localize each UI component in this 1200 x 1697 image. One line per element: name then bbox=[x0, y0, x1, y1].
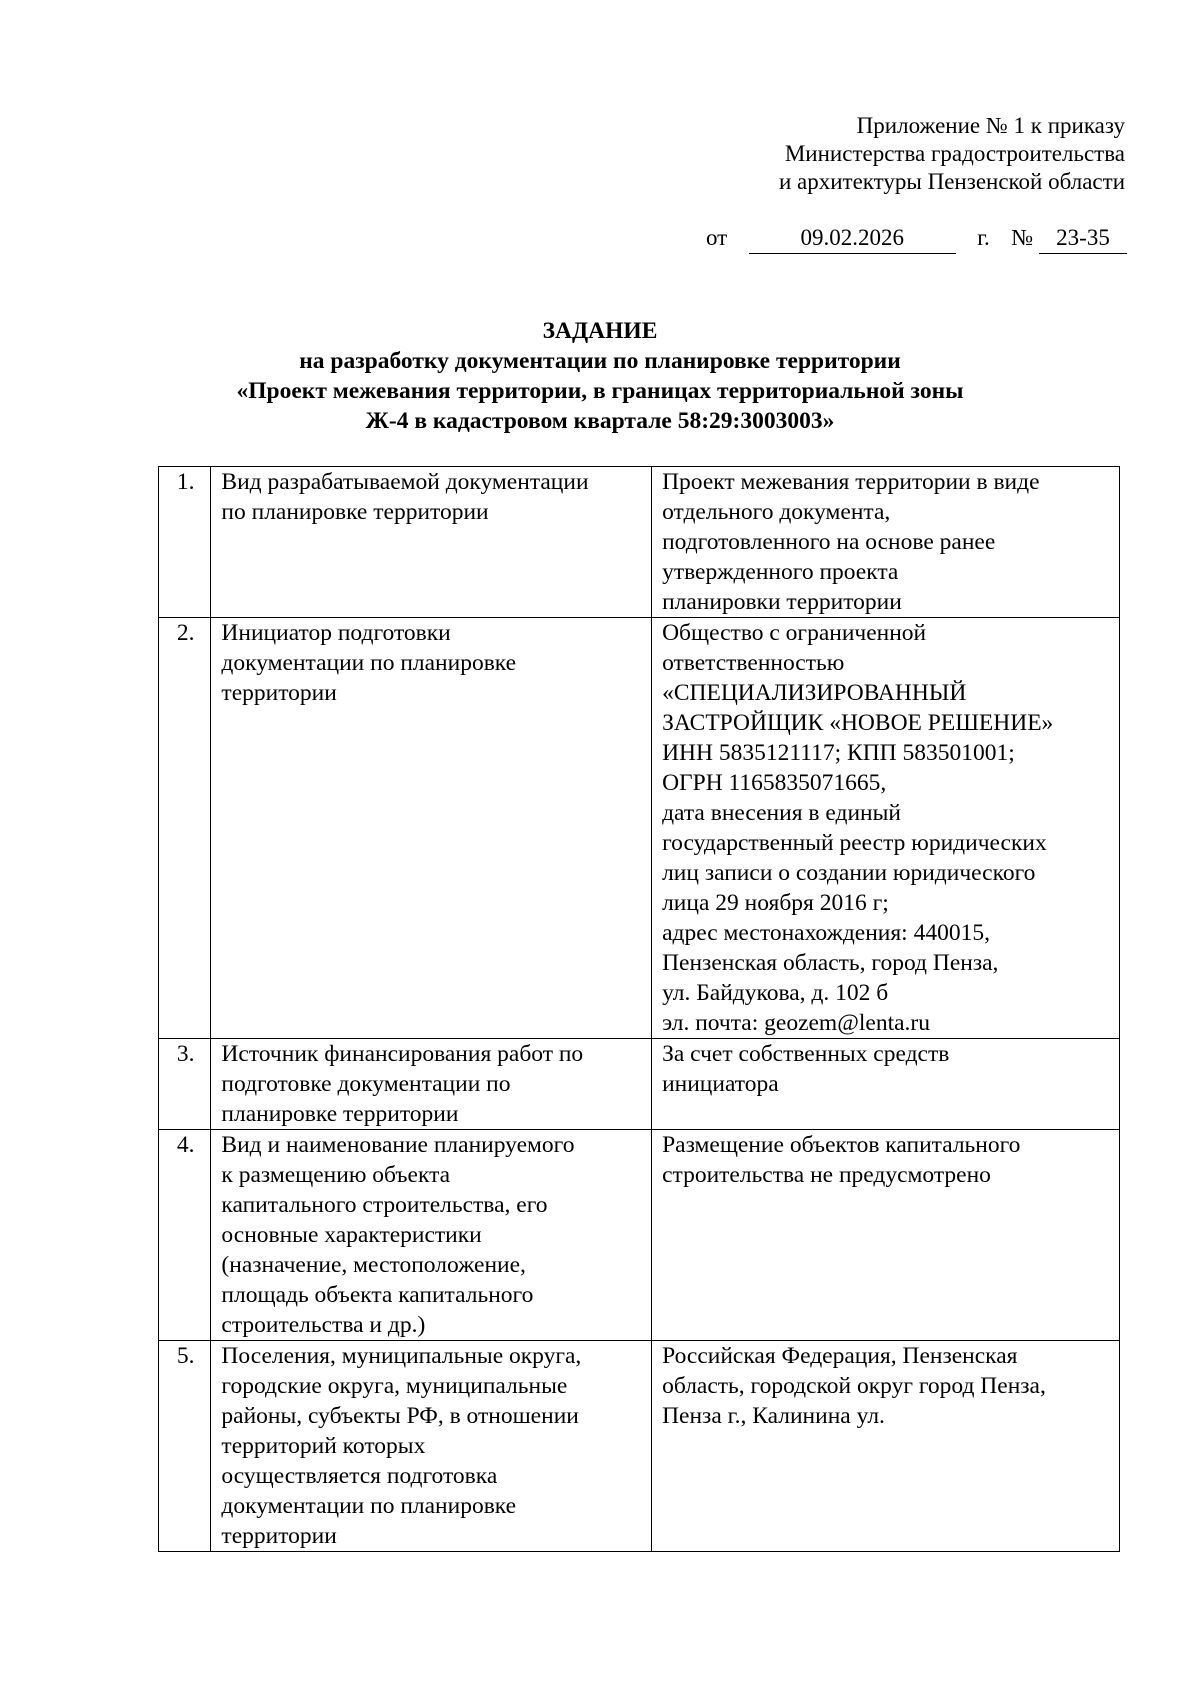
cell-line: капитального строительства, его bbox=[221, 1192, 548, 1218]
cell-line: За счет собственных средств bbox=[662, 1041, 950, 1067]
number-label: № bbox=[1011, 225, 1034, 250]
order-number: 23-35 bbox=[1039, 224, 1127, 254]
cell-line: ИНН 5835121117; КПП 583501001; bbox=[662, 740, 1015, 766]
cell-line: основные характеристики bbox=[221, 1222, 482, 1248]
title-line: Ж-4 в кадастровом квартале 58:29:3003003» bbox=[365, 408, 835, 434]
cell-line: документации по планировке bbox=[221, 650, 517, 676]
specification-table bbox=[158, 466, 1120, 1552]
cell-line: лица 29 ноября 2016 г; bbox=[662, 890, 889, 916]
cell-line: планировки территории bbox=[662, 589, 902, 615]
row-name bbox=[211, 1341, 652, 1552]
cell-line: Вид и наименование планируемого bbox=[221, 1132, 575, 1158]
appendix-line: и архитектуры Пензенской области bbox=[778, 169, 1125, 194]
row-name bbox=[211, 618, 652, 1039]
cell-line: ул. Байдукова, д. 102 б bbox=[662, 980, 889, 1006]
title-line: ЗАДАНИЕ bbox=[542, 318, 658, 344]
order-date: 09.02.2026 bbox=[749, 224, 956, 254]
cell-line: Поселения, муниципальные округа, bbox=[221, 1343, 582, 1369]
cell-line: дата внесения в единый bbox=[662, 800, 901, 826]
appendix-header bbox=[779, 112, 1125, 196]
cell-line: Размещение объектов капитального bbox=[662, 1132, 1021, 1158]
cell-line: Российская Федерация, Пензенская bbox=[662, 1343, 1018, 1369]
row-value bbox=[652, 618, 1120, 1039]
cell-line: Проект межевания территории в виде bbox=[662, 469, 1040, 495]
cell-line: отдельного документа, bbox=[662, 499, 891, 525]
cell-line: районы, субъекты РФ, в отношении bbox=[221, 1403, 579, 1429]
cell-line: Источник финансирования работ по bbox=[221, 1041, 584, 1067]
cell-line: эл. почта: geozem@lenta.ru bbox=[662, 1010, 930, 1036]
table-row bbox=[159, 1341, 1120, 1552]
cell-line: Пензенская область, город Пенза, bbox=[662, 950, 999, 976]
cell-line: подготовленного на основе ранее bbox=[662, 529, 996, 555]
row-name bbox=[211, 1039, 652, 1130]
cell-line: планировке территории bbox=[221, 1101, 459, 1127]
cell-line: территорий которых bbox=[221, 1433, 426, 1459]
row-number: 1. bbox=[159, 467, 211, 618]
row-name bbox=[211, 467, 652, 618]
row-number: 3. bbox=[159, 1039, 211, 1130]
table-row bbox=[159, 467, 1120, 618]
cell-line: лиц записи о создании юридического bbox=[662, 860, 1036, 886]
cell-line: Пенза г., Калинина ул. bbox=[662, 1403, 885, 1429]
table-row bbox=[159, 618, 1120, 1039]
cell-line: территории bbox=[221, 680, 337, 706]
document-title bbox=[0, 316, 1200, 436]
row-value bbox=[652, 1039, 1120, 1130]
row-number: 2. bbox=[159, 618, 211, 1039]
title-line: «Проект межевания территории, в границах территориальной зоны bbox=[236, 378, 964, 404]
cell-line: Вид разрабатываемой документации bbox=[221, 469, 589, 495]
cell-line: ОГРН 1165835071665, bbox=[662, 770, 887, 796]
cell-line: инициатора bbox=[662, 1071, 779, 1097]
table-row bbox=[159, 1039, 1120, 1130]
order-date-line bbox=[706, 224, 1127, 254]
title-line: на разработку документации по планировке территории bbox=[299, 348, 901, 374]
cell-line: ответственностью bbox=[662, 650, 845, 676]
row-number: 4. bbox=[159, 1130, 211, 1341]
cell-line: по планировке территории bbox=[221, 499, 489, 525]
cell-line: строительства не предусмотрено bbox=[662, 1162, 991, 1188]
cell-line: (назначение, местоположение, bbox=[221, 1252, 526, 1278]
row-value bbox=[652, 1341, 1120, 1552]
cell-line: «СПЕЦИАЛИЗИРОВАННЫЙ bbox=[662, 680, 967, 706]
row-value bbox=[652, 1130, 1120, 1341]
cell-line: государственный реестр юридических bbox=[662, 830, 1047, 856]
year-label: г. bbox=[977, 225, 990, 250]
cell-line: ЗАСТРОЙЩИК «НОВОЕ РЕШЕНИЕ» bbox=[662, 710, 1054, 736]
row-name bbox=[211, 1130, 652, 1341]
table-row bbox=[159, 1130, 1120, 1341]
cell-line: подготовке документации по bbox=[221, 1071, 511, 1097]
cell-line: городские округа, муниципальные bbox=[221, 1373, 568, 1399]
cell-line: утвержденного проекта bbox=[662, 559, 899, 585]
from-label: от bbox=[705, 225, 728, 250]
appendix-line: Министерства градостроительства bbox=[784, 141, 1125, 166]
cell-line: область, городской округ город Пенза, bbox=[662, 1373, 1046, 1399]
cell-line: территории bbox=[221, 1523, 337, 1549]
appendix-line: Приложение № 1 к приказу bbox=[856, 113, 1125, 138]
cell-line: адрес местонахождения: 440015, bbox=[662, 920, 990, 946]
cell-line: площадь объекта капитального bbox=[221, 1282, 534, 1308]
row-value bbox=[652, 467, 1120, 618]
row-number: 5. bbox=[159, 1341, 211, 1552]
cell-line: строительства и др.) bbox=[221, 1312, 426, 1338]
cell-line: Общество с ограниченной bbox=[662, 620, 927, 646]
cell-line: осуществляется подготовка bbox=[221, 1463, 498, 1489]
cell-line: Инициатор подготовки bbox=[221, 620, 451, 646]
cell-line: документации по планировке bbox=[221, 1493, 517, 1519]
cell-line: к размещению объекта bbox=[221, 1162, 451, 1188]
